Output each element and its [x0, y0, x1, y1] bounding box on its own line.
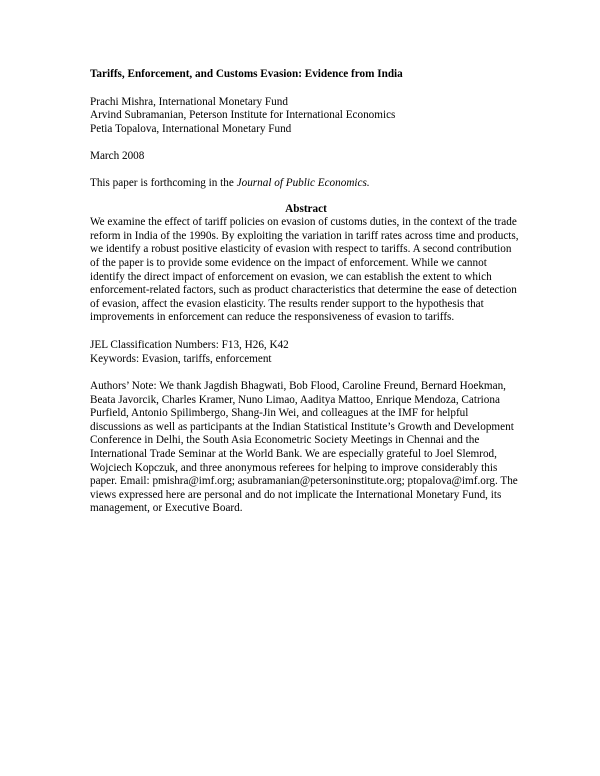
abstract-body: We examine the effect of tariff policies on evasion of customs duties, in the context of the trade reform in India of the 1990s. By exploiting the variation in tariff rates across time and products, we identify a robust positive elasticity of evasion with respect to tariffs. A second contribution of the paper is to provide some evidence on the impact of enforcement. While we cannot identify the direct impact of enforcement on evasion, we can establish the extent to which enforcement-related factors, such as product characteristics that determine the ease of detection of evasion, affect the evasion elasticity. The results render support to the hypothesis that improvements in enforcement can reduce the responsiveness of evasion to tariffs.: [90, 216, 519, 324]
author-list: [90, 96, 522, 137]
author-line: Prachi Mishra, International Monetary Fund: [90, 95, 288, 108]
publication-date: March 2008: [90, 150, 145, 163]
forthcoming-note: [90, 177, 522, 191]
paper-title: Tariffs, Enforcement, and Customs Evasion: Evidence from India: [90, 68, 403, 80]
author-line: Arvind Subramanian, Peterson Institute for International Economics: [90, 109, 396, 122]
authors-note: Authors’ Note: We thank Jagdish Bhagwati, Bob Flood, Caroline Freund, Bernard Hoekman, Beata Javorcik, Charles Kramer, Nuno Limao, Aaditya Mattoo, Enrique Mendoza, Catriona Purfield, Antonio Spilimbergo, Shang-Jin Wei, and colleagues at the IMF for helpful discussions as well as participants at the Indian Statistical Institute’s Growth and Development Conference in Delhi, the South Asia Econometric Society Meetings in Chennai and the International Trade Seminar at the World Bank. We are especially grateful to Joel Slemrod, Wojciech Kopczuk, and three anonymous referees for helping to improve considerably this paper. Email: pmishra@imf.org; asubramanian@petersoninstitute.org; ptopalova@imf.org. The views expressed here are personal and do not implicate the International Monetary Fund, its management, or Executive Board.: [90, 380, 518, 515]
author-line: Petia Topalova, International Monetary Fund: [90, 122, 292, 135]
jel-classification: JEL Classification Numbers: F13, H26, K42: [90, 338, 289, 351]
page-content: [90, 68, 522, 516]
keywords: Keywords: Evasion, tariffs, enforcement: [90, 352, 272, 365]
journal-name: Journal of Public Economics.: [236, 176, 370, 189]
abstract-heading: Abstract: [285, 202, 327, 215]
forthcoming-prefix: This paper is forthcoming in the: [90, 176, 237, 189]
classification-block: [90, 339, 522, 366]
